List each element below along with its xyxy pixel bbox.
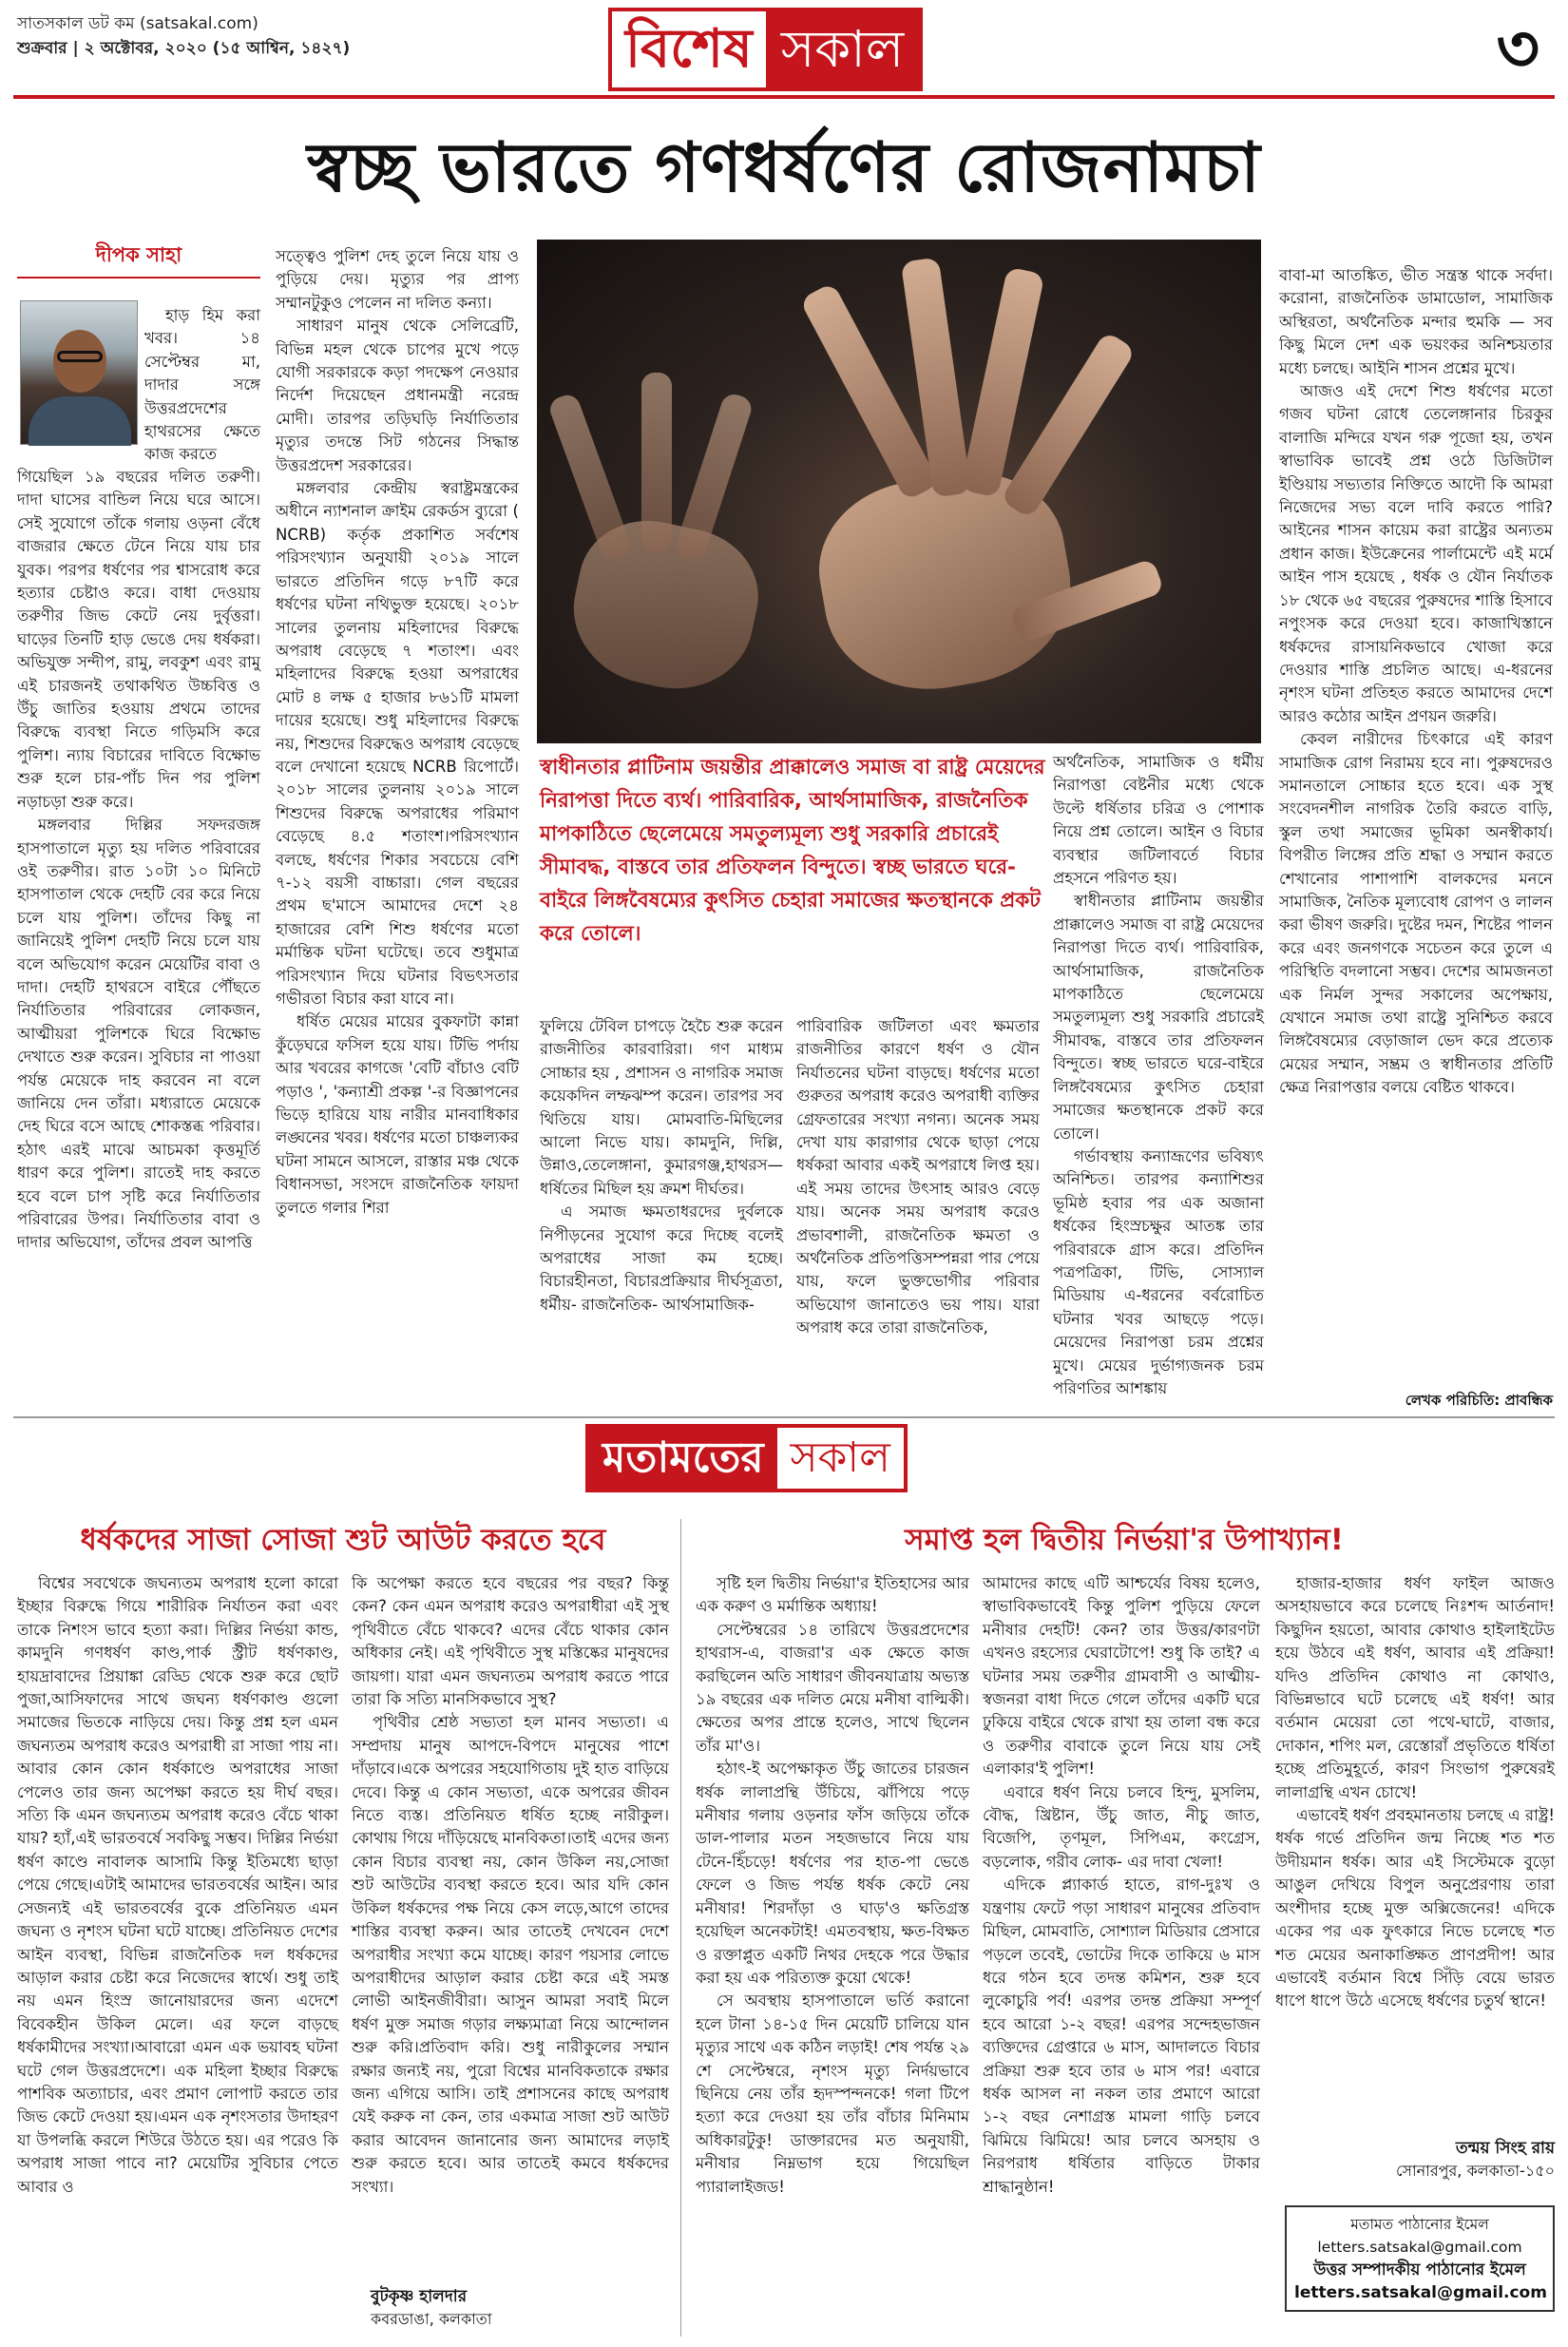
opinion-right-place: সোনারপুর, কলকাতা-১৫০ [1395,2162,1555,2180]
opinion-column-divider [680,1519,681,2337]
opinion-left-place: কবরডাঙা, কলকাতা [371,2310,492,2328]
masthead-part1: বিশেষ [612,11,766,87]
masthead-part2: সকাল [766,11,919,87]
author-credit: লেখক পরিচিতি: প্রাবন্ধিক [1405,1392,1553,1409]
opinion-left-col2: কি অপেক্ষা করতে হবে বছরের পর বছর? কিন্তু কেন? কেন এমন অপরাধ করেও অপরাধীরা এই সুস্থ পৃথিবীতে বেঁচে থাকবে? এদের বেঁচে থাকার কোন অধিকার নেই। এই পৃথিবীতে সুস্থ মস্তিষ্কের মানুষদের জায়গা। যারা এমন জঘন্যতম অপরাধ করতে পারে তারা কি সত্যি মানসিকভাবে সুস্থ? পৃথিবীর শ্রেষ্ঠ সভ্যতা হল মানব সভ্যতা। এ সম্প্রদায় মানুষ আপদে-বিপদে মানুষের পাশে দাঁড়াবে।একে অপরের সহযোগিতায় দুই হাত বাড়িয়ে দেবে। কিন্তু এ কোন সভ্যতা, একে অপরের জীবন নিতে ব্যস্ত। প্রতিনিয়ত ধর্ষিত হচ্ছে নারীকুল। কোথায় গিয়ে দাঁড়িয়েছে মানবিকতা।তাই এদের জন্য কোন বিচার ব্যবস্থা নয়, কোন উকিল নয়,সোজা শুট আউটের ব্যবস্থা করতে হবে। আর যদি কোন উকিল ধর্ষকদের পক্ষ নিয়ে কেস লড়ে,আগে তাদের শাস্তির ব্যবস্থা করুন। আর তাতেই দেখবেন দেশে অপরাধীর সংখ্যা কমে যাচ্ছে। কারণ পয়সার লোভে অপরাধীদের আড়াল করার চেষ্টা করে এই সমস্ত লোভী আইনজীবীরা। আসুন আমরা সবাই মিলে ধর্ষণ মুক্ত সমাজ গড়ার লক্ষ্যমাত্রা নিয়ে আন্দোলন শুরু করি।প্রতিবাদ করি। শুধু নারীকুলের সম্মান রক্ষার জন্যই নয়, পুরো বিশ্বের মানবিকতাকে রক্ষার জন্য এগিয়ে আসি। তাই প্রশাসনের কাছে অপরাধ যেই করুক না কেন, তার একমাত্র সাজা শুট আউট করার আবেদন জানানোর জন্য আমাদের লড়াই শুরু করতে হবে। আর তাতেই কমবে ধর্ষকদের সংখ্যা। [352,1574,669,2196]
opinion-right-col1: সৃষ্টি হল দ্বিতীয় নির্ভয়া'র ইতিহাসের আর এক করুণ ও মর্মান্তিক অধ্যায়! সেপ্টেম্বরের ১৪ তারিখে উত্তরপ্রদেশের হাথরাস-এ, বাজরা'র এক ক্ষেতে কাজ করছিলেন অতি সাধারণ জীবনযাত্রায় অভ্যস্ত ১৯ বছরের এক দলিত মেয়ে মনীষা বাল্মিকী। ক্ষেতের অপর প্রান্তে হলেও, সাথে ছিলেন তাঁর মা'ও। হঠাৎ-ই অপেক্ষাকৃত উঁচু জাতের চারজন ধর্ষক লালাপ্রন্থি উঁচিয়ে, ঝাঁপিয়ে পড়ে মনীষার গলায় ওড়নার ফাঁস জড়িয়ে তাঁকে ডাল-পালার মতন সহজভাবে নিয়ে যায় টেনে-হিঁচড়ে! ধর্ষণের পর হাত-পা ভেঙে ফেলে ও জিভ পর্যন্ত ধর্ষক কেটে নেয় মনীষার! শিরদাঁড়া ও ঘাড়'ও ক্ষতিগ্রস্ত হয়েছিল অনেকটাই! এমতবস্থায়, ক্ষত-বিক্ষত ও রক্তাপ্লুত একটি নিথর দেহকে পরে উদ্ধার করা হয় এক পরিত্যক্ত কুয়ো থেকে! সে অবস্থায় হাসপাতালে ভর্তি করানো হলে টানা ১৪-১৫ দিন মেয়েটি চালিয়ে যান মৃত্যুর সাথে এক কঠিন লড়াই! শেষ পর্যন্ত ২৯ শে সেপ্টেম্বরে, নৃশংস মৃত্যু নির্দয়ভাবে ছিনিয়ে নেয় তাঁর হৃদস্পন্দনকে! গলা টিপে হত্যা করে দেওয়া হয় তাঁর বাঁচার মিনিমাম অধিকারটুকু! ডাক্তারদের মত অনুযায়ী, মনীষার নিম্নভাগ হয়ে গিয়েছিল প্যারালাইজড! [696,1574,969,2196]
article-col4: পারিবারিক জটিলতা এবং ক্ষমতার রাজনীতির কারণে ধর্ষণ ও যৌন নির্যাতনের ঘটনা বাড়ছে। ধর্ষণের মতো গুরুতর অপরাধ করেও অপরাধী ব্যক্তির গ্রেফতারের সংখ্যা নগন্য। অনেক সময় দেখা যায় কারাগার থেকে ছাড়া পেয়ে ধর্ষকরা আবার একই অপরাধে লিপ্ত হয়। এই সময় তাদের উৎসাহ আরও বেড়ে যায়। অনেক সময় অপরাধ করেও প্রভাবশালী, রাজনৈতিক ক্ষমতা ও অর্থনৈতিক প্রতিপত্তিসম্পন্নরা পার পেয়ে যায়, ফলে ভুক্তভোগীর পরিবার অভিযোগ জানাতেও ভয় পায়। যারা অপরাধ করে তারা রাজনৈতিক, [796,1017,1040,1337]
opinion-masthead-part2: সকাল [777,1428,904,1489]
byline: দীপক সাহা [17,240,260,279]
opinion-masthead-part1: মতামতের [589,1428,777,1489]
article-col1-intro: হাড় হিম করা খবর। ১৪ সেপ্টেম্বর মা, দাদার সঙ্গে উত্তরপ্রদেশের হাথরসের ক্ষেতে কাজ করতে [144,306,260,464]
article-col6: বাবা-মা আতঙ্কিত, ভীত সন্ত্রস্ত থাকে সর্বদা। করোনা, রাজনৈতিক ডামাডোল, সামাজিক অস্থিরতা, অর্থনৈতিক মন্দার হুমকি — সব কিছু মিলে দেশ এক ভয়ংকর অনিশ্চয়তার মধ্যে চলছে। আইনি শাসন প্রশ্নের মুখে। আজও এই দেশে শিশু ধর্ষণের মতো গজব ঘটনা রোধে তেলেঙ্গানার চিরকুর বালাজি মন্দিরে যখন গরু পূজো হয়, তখন স্বাভাবিক ভাবেই প্রশ্ন ওঠে ডিজিটাল ইণ্ডিয়ায় সভ্যতার নিক্তিতে আদৌ কি আমরা নিজেদের সভ্য বলে দাবি করতে পারি? আইনের শাসন কায়েম করা রাষ্ট্রের অন্যতম প্রধান কাজ। ইউক্রেনের পার্লামেন্টে এই মর্মে আইন পাস হয়েছে , ধর্ষক ও যৌন নির্যাতক ১৮ থেকে ৬৫ বছরের পুরুষদের শাস্তি হিসাবে নপুংসক করে দেওয়া হবে। কাজাখিস্তানে ধর্ষকদের রাসায়নিকভাবে খোজা করে দেওয়ার শাস্তি প্রচলিত আছে। এ-ধরনের নৃশংস ঘটনা প্রতিহত করতে আমাদের দেশে আরও কঠোর আইন প্রণয়ন জরুরি। কেবল নারীদের চিৎকারে এই কারণ সামাজিক রোগ নিরাময় হবে না। পুরুষদেরও সমানতালে সোচ্চার হতে হবে। এক সুস্থ সংবেদনশীল নাগরিক তৈরি করতে বাড়ি, স্কুল তথা সমাজের ভূমিকা অনস্বীকার্য। বিপরীত লিঙ্গের প্রতি শ্রদ্ধা ও সম্মান করতে শেখানোর পাশাপাশি বালকদের মননে সামাজিক, নৈতিক মূল্যবোধ রোপণ ও লালন করা ভীষণ জরুরি। দুষ্টের দমন, শিষ্টের পালন করে এবং জনগণকে সচেতন করে তুলে এ পরিস্থিতি বদলানো সম্ভব। দেশের আমজনতা এক নির্মল সুন্দর সকালের অপেক্ষায়, যেখানে সমাজ তথা রাষ্ট্রে সুনিশ্চিত করবে লিঙ্গবৈষম্যের বেড়াজাল ভেদ করে প্রত্যেক মেয়ের সম্মান, সম্ভ্রম ও স্বাধীনতার প্রতিটি ক্ষেত্র নিরাপত্তার বলয়ে বেষ্টিত থাকবে। [1279,266,1553,1097]
opinion-masthead [585,1424,908,1492]
section-divider [13,1416,1555,1418]
section-masthead [608,8,923,91]
main-photo-hands [537,240,1261,743]
opinion-left-headline: ধর্ষকদের সাজা সোজা শুট আউট করতে হবে [80,1523,606,1557]
site-name: সাতসকাল ডট কম (satsakal.com) [17,14,258,33]
email-label-1: মতামত পাঠানোর ইমেল [1350,2216,1489,2233]
issue-date: শুক্রবার | ২ অক্টোবর, ২০২০ (১৫ আশ্বিন, ১৪২৭) [17,39,351,58]
opinion-right-col2: আমাদের কাছে এটি আশ্চর্যের বিষয় হলেও, স্বাভাবিকভাবেই কিন্তু পুলিশ পুড়িয়ে ফেলে মনীষার দেহটি! কেন? তার উত্তর/কারণটা এখনও রহস্যের ঘেরাটোপে! শুধু কি তাই? এ ঘটনার সময় তরুণীর গ্রামবাসী ও আত্মীয়-স্বজনরা বাধা দিতে গেলে তাঁদের একটি ঘরে ঢুকিয়ে বাইরে থেকে রাখা হয় তালা বন্ধ করে ও তরুণীর বাবাকে তুলে নিয়ে যায় সেই এলাকার'ই পুলিশ! এবারে ধর্ষণ নিয়ে চলবে হিন্দু, মুসলিম, বৌদ্ধ, খ্রিষ্টান, উঁচু জাত, নীচু জাত, বিজেপি, তৃণমূল, সিপিএম, কংগ্রেস, বড়লোক, গরীব লোক- এর দাবা খেলা! এদিকে প্ল্যাকার্ড হাতে, রাগ-দুঃখ ও যন্ত্রণায় ফেটে পড়া সাধারণ মানুষের প্রতিবাদ মিছিল, মোমবাতি, সোশ্যাল মিডিয়ার প্রেসারে পড়লে তবেই, ভোটের দিকে তাকিয়ে ৬ মাস ধরে গঠন হবে তদন্ত কমিশন, শুরু হবে লুকোচুরি পর্ব! এরপর তদন্ত প্রক্রিয়া সম্পূর্ণ হবে আরো ১-২ বছর! এরপর সন্দেহভাজন ব্যক্তিদের গ্রেপ্তারে ৬ মাস, আদালতে বিচার প্রক্রিয়া শুরু হবে তার ৬ মাস পর! এবারে ধর্ষক আসল না নকল তার প্রমাণে আরো ১-২ বছর নেশাগ্রস্ত মামলা গাড়ি চলবে ঝিমিয়ে ঝিমিয়ে! আর চলবে অসহায় ও নিরপরাধ ধর্ষিতার বাড়িতে টাকার শ্রাদ্ধানুষ্ঠান! [983,1574,1260,2196]
article-col2: সত্ত্বেও পুলিশ দেহ তুলে নিয়ে যায় ও পুড়িয়ে দেয়। মৃত্যুর পর প্রাপ্য সম্মানটুকুও পেলেন না দলিত কন্যা। সাধারণ মানুষ থেকে সেলিব্রেটি, বিভিন্ন মহল থেকে চাপের মুখে পড়ে যোগী সরকারকে কড়া পদক্ষেপ নেওয়ার নির্দেশ দিয়েছেন প্রধানমন্ত্রী নরেন্দ্র মোদী। তারপর তড়িঘড়ি নির্যাতিতার মৃত্যুর তদন্তে সিট গঠনের সিদ্ধান্ত উত্তরপ্রদেশ সরকারের। মঙ্গলবার কেন্দ্রীয় স্বরাষ্ট্রমন্ত্রকের অধীনে ন্যাশনাল ক্রাইম রেকর্ডস ব্যুরো ( NCRB) কর্তৃক প্রকাশিত সর্বশেষ পরিসংখ্যান অনুযায়ী ২০১৯ সালে ভারতে প্রতিদিন গড়ে ৮৭টি করে ধর্ষণের ঘটনা নথিভুক্ত হয়েছে। ২০১৮ সালের তুলনায় মহিলাদের বিরুদ্ধে অপরাধ বেড়েছে ৭ শতাংশ। এবং মহিলাদের বিরুদ্ধে হওয়া অপরাধের মোট ৪ লক্ষ ৫ হাজার ৮৬১টি মামলা দায়ের হয়েছে। শুধু মহিলাদের বিরুদ্ধে নয়, শিশুদের বিরুদ্ধেও অপরাধ বেড়েছে বলে দেখানো হয়েছে NCRB রিপোর্টে। ২০১৮ সালের তুলনায় ২০১৯ সালে শিশুদের বিরুদ্ধে অপরাধের পরিমাণ বেড়েছে ৪.৫ শতাংশ।পরিসংখ্যান বলছে, ধর্ষণের শিকার সবচেয়ে বেশি ৭-১২ বয়সী বাচ্চারা। গেল বছরের প্রথম ছ'মাসে আমাদের দেশে ২৪ হাজারের বেশি শিশু ধর্ষণের মতো মর্মান্তিক ঘটনা ঘটেছে। তবে শুধুমাত্র পরিসংখ্যান দিয়ে ঘটনার বিভৎসতার গভীরতা বিচার করা যাবে না। ধর্ষিত মেয়ের মায়ের বুকফাটা কান্না কুঁড়েঘরে ফসিল হয়ে যায়। টিভি পর্দায় আর খবরের কাগজে 'বেটি বাঁচাও বেটি পড়াও ', 'কন্যাশ্রী প্রকল্প '-র বিজ্ঞাপনের ভিড়ে হারিয়ে যায় নারীর মানবাধিকার লঙ্ঘনের খবর। ধর্ষণের মতো চাঞ্চল্যকর ঘটনা সামনে আসলে, রাস্তার মঞ্চ থেকে বিধানসভা, সংসদে রাজনৈতিক ফায়দা তুলতে গলার শিরা [276,247,519,1217]
email-link-2[interactable]: letters.satsakal@gmail.com [1294,2283,1547,2302]
email-box [1285,2205,1555,2312]
article-col1: গিয়েছিল ১৯ বছরের দলিত তরুণী। দাদা ঘাসের বান্ডিল নিয়ে ঘরে আসে। সেই সুযোগে তাঁকে গলায় ওড়না বেঁধে বাজরার ক্ষেতে টেনে নিয়ে যায় চার যুবক। পরপর ধর্ষণের পর শ্বাসরোধ করে হত্যার চেষ্টাও করে। বাধা দেওয়ায় তরুণীর জিভ কেটে নেয় দুর্বৃত্তরা। ঘাড়ের তিনটি হাড় ভেঙে দেয় ধর্ষকরা। অভিযুক্ত সন্দীপ, রামু, লবকুশ এবং রামু এই চারজনই তথাকথিত উচ্চবিত্ত ও উঁচু জাতির হওয়ায় প্রথমে তাদের বিরুদ্ধে ব্যবস্থা নিতে গড়িমসি করে পুলিশ। ন্যায় বিচারের দাবিতে বিক্ষোভ শুরু হলে চার-পাঁচ দিন পর পুলিশ নড়াচড়া শুরু করে। মঙ্গলবার দিল্লির সফদরজঙ্গ হাসপাতালে মৃত্যু হয় দলিত পরিবারের ওই তরুণীর। রাত ১০টা ১০ মিনিটে হাসপাতাল থেকে দেহটি বের করে নিয়ে চলে যায় পুলিশ। তাঁদের কিছু না জানিয়েই পুলিশ দেহটি নিয়ে চলে যায় বলে অভিযোগ করেন মেয়েটির বাবা ও দাদা। দেহটি হাথরসে বাইরে পৌঁছতে নির্যাতিতার পরিবারের লোকজন, আত্মীয়রা পুলিশকে ঘিরে বিক্ষোভ দেখাতে শুরু করেন। সুবিচার না পাওয়া পর্যন্ত মেয়েকে দাহ করবেন না বলে জানিয়ে দেন তাঁরা। মধ্যরাতে মেয়েকে দেহ ঘিরে বসে আছে শোকস্তব্ধ পরিবার। হঠাৎ এরই মাঝে আচমকা কৃত্তমূর্তি ধারণ করে পুলিশ। রাতেই দাহ করতে হবে বলে চাপ সৃষ্টি করে নির্যাতিতার পরিবারের উপর। নির্যাতিতার বাবা ও দাদার অভিযোগ, তাঁদের প্রবল আপত্তি [17,468,260,1252]
author-photo [20,300,138,445]
opinion-left-author: বুটকৃষ্ণ হালদার [371,2287,468,2306]
header-rule [13,95,1555,99]
opinion-left-col1: বিশ্বের সবথেকে জঘন্যতম অপরাধ হলো কারো ইচ্ছার বিরুদ্ধে গিয়ে শারীরিক নির্যাতন করা এবং তাকে নিশংস ভাবে হত্যা করা। দিল্লির নির্ভয়া কান্ড, কামদুনি গণধর্ষণ কাণ্ড,পার্ক স্ট্রীট ধর্ষণকাণ্ড, হায়দ্রাবাদের প্রিয়াঙ্কা রেড্ডি থেকে শুরু করে ছোট পুজা,আসিফাদের সাথে জঘন্য ধর্ষণকাণ্ড গুলো সমাজের ভিতকে নাড়িয়ে দেয়। কিন্তু প্রশ্ন হল এমন জঘন্যতম অপরাধ করেও অপরাধী রা সাজা পায় না।আবার কোন কোন ধর্ষকাণ্ডে অপরাধের সাজা পেলেও তার জন্য অপেক্ষা করতে হয় দীর্ঘ বছর। সত্যি কি এমন জঘন্যতম অপরাধ করেও বেঁচে থাকা যায়? হ্যাঁ,এই ভারতবর্ষে সবকিছু সম্ভব। দিল্লির নির্ভয়া ধর্ষণ কাণ্ডে নাবালক আসামি কিন্তু ইতিমধ্যে ছাড়া পেয়ে গেছে।এটাই আমাদের ভারতবর্ষের আইন। আর সেজন্যই এই ভারতবর্ষের বুকে প্রতিনিয়ত এমন জঘন্য ও নৃশংস ঘটনা ঘটে যাচ্ছে। প্রতিনিয়ত দেশের আইন ব্যবস্থা, বিভিন্ন রাজনৈতিক দল ধর্ষকদের আড়াল করার চেষ্টা করে নিজেদের স্বার্থে। শুধু তাই নয় এমন হিংস্র জানোয়ারদের জন্য এদেশে বিবেকহীন উকিল মেলে। এর ফলে বাড়ছে ধর্ষকামীদের সংখ্যা।আবারো এমন এক ভয়াবহ ঘটনা ঘটে গেল উত্তরপ্রদেশে। এক মহিলা ইচ্ছার বিরুদ্ধে পাশবিক অত্যাচার, এবং প্রমাণ লোপাট করতে তার জিভ কেটে দেওয়া হয়।এমন এক নৃশংসতার উদাহরণ যা উপলব্ধি করলে শিউরে উঠতে হয়। এর পরেও কি অপরাধ সাজা পাবে না? মেয়েটির সুবিচার পেতে আবার ও [17,1574,338,2196]
page-number: ৩ [1496,10,1539,87]
email-link-1[interactable]: letters.satsakal@gmail.com [1317,2239,1522,2256]
article-col5: অর্থনৈতিক, সামাজিক ও ধর্মীয় নিরাপত্তা বেষ্টনীর মধ্যে থেকে উল্টে ধর্ষিতার চরিত্র ও পোশাক নিয়ে প্রশ্ন তোলে। আইন ও বিচার ব্যবস্থার জটিলাবর্তে বিচার প্রহসনে পরিণত হয়। স্বাধীনতার প্লাটিনাম জয়ন্তীর প্রাক্কালেও সমাজ বা রাষ্ট্র মেয়েদের নিরাপত্তা দিতে ব্যর্থ। পারিবারিক, আর্থসামাজিক, রাজনৈতিক মাপকাঠিতে ছেলেমেয়ে সমতুল্যমূল্য শুধু সরকারি প্রচারেই সীমাবদ্ধ, বাস্তবে তার প্রতিফলন বিন্দুতে। স্বচ্ছ ভারতে ঘরে-বাইরে লিঙ্গবৈষম্যের কুৎসিত চেহারা সমাজের ক্ষতস্থানকে প্রকট করে তোলে। গর্ভাবস্থায় কন্যাভ্রূণের ভবিষ্যৎ অনিশ্চিত। তারপর কন্যাশিশুর ভূমিষ্ঠ হবার পর এক অজানা ধর্ষকের হিংস্রচক্ষুর আতঙ্ক তার পরিবারকে গ্রাস করে। প্রতিদিন পত্রপত্রিকা, টিভি, সোস্যাল মিডিয়ায় এ-ধরনের বর্বরোচিত ঘটনার খবর আছড়ে পড়ে। মেয়েদের নিরাপত্তা চরম প্রশ্নের মুখে। মেয়ের দুর্ভাগ্যজনক চরম পরিণতির আশঙ্কায় [1053,753,1264,1397]
pull-quote: স্বাধীনতার প্লাটিনাম জয়ন্তীর প্রাক্কালেও সমাজ বা রাষ্ট্র মেয়েদের নিরাপত্তা দিতে ব্যর্থ। পারিবারিক, আর্থসামাজিক, রাজনৈতিক মাপকাঠিতে ছেলেমেয়ে সমতুল্যমূল্য শুধু সরকারি প্রচারেই সীমাবদ্ধ, বাস্তবে তার প্রতিফলন বিন্দুতে। স্বচ্ছ ভারতে ঘরে-বাইরে লিঙ্গবৈষম্যের কুৎসিত চেহারা সমাজের ক্ষতস্থানকে প্রকট করে তোলে। [540,756,1045,946]
opinion-right-col3: হাজার-হাজার ধর্ষণ ফাইল আজও অসহায়ভাবে করে চলেছে নিঃশব্দ আর্তনাদ! কিছুদিন হয়তো, আবার কোথাও হাইলাইটেড হয়ে উঠবে এই ধর্ষণ, আবার এই প্রক্রিয়া! যদিও প্রতিদিন কোথাও না কোথাও, বিভিন্নভাবে ঘটে চলেছে এই ধর্ষণ! আর বর্তমান মেয়েরা তো পথে-ঘাটে, বাজার, দোকান, শপিং মল, রেস্তোরাঁ প্রভৃতিতে ধর্ষিতা হচ্ছে প্রতিমুহূর্তে, কারণ সিংভাগ পুরুষেরই লালাগ্রন্থি এখন চোখে! এভাবেই ধর্ষণ প্রবহমানতায় চলছে এ রাষ্ট্র! ধর্ষক গর্ভে প্রতিদিন জন্ম নিচ্ছে শত শত উদীয়মান ধর্ষক। আর এই সিস্টেমকে বুড়ো আঙুল দেখিয়ে বিপুল অনুপ্রেরণায় তারা অংশীদার হচ্ছে মুক্ত অক্সিজেনের! এদিকে একের পর এক ফুৎকারে নিভে চলেছে শত শত মেয়ের অনাকাঙ্ক্ষিত প্রাণপ্রদীপ! আর এভাবেই বর্তমান বিশ্বে সিঁড়ি বেয়ে ভারত ধাপে ধাপে উঠে এসেছে ধর্ষণের চতুর্থ স্থানে! [1275,1574,1555,2010]
header-meta [17,11,350,61]
main-headline: স্বচ্ছ ভারতে গণধর্ষণের রোজনামচা [307,127,1261,207]
opinion-left-author-block [371,2285,669,2331]
email-label-2: উত্তর সম্পাদকীয় পাঠানোর ইমেল [1313,2260,1526,2280]
opinion-right-author-block [1285,2137,1555,2183]
opinion-right-headline: সমাপ্ত হল দ্বিতীয় নির্ভয়া'র উপাখ্যান! [905,1523,1344,1557]
article-col3: ফুলিয়ে টেবিল চাপড়ে হৈচৈ শুরু করেন রাজনীতির কারবারিরা। গণ মাধ্যম সোচ্চার হয় , প্রশাসন ও নাগরিক সমাজ কয়েকদিন লম্ফঝম্প করেন। তারপর সব থিতিয়ে যায়। মোমবাতি-মিছিলের আলো নিভে যায়। কামদুনি, দিল্লি, উন্নাও,তেলেঙ্গানা, কুমারগঞ্জ,হাথরস— ধর্ষিতের মিছিল হয় ক্রমশ দীর্ঘতর। এ সমাজ ক্ষমতাধরদের দুর্বলকে নিপীড়নের সুযোগ করে দিচ্ছে বলেই অপরাধের সাজা কম হচ্ছে। বিচারহীনতা, বিচারপ্রক্রিয়ার দীর্ঘসূত্রতা, ধর্মীয়- রাজনৈতিক- আর্থসামাজিক- [540,1017,783,1314]
opinion-right-author: তন্ময় সিংহ রায় [1455,2139,1555,2158]
